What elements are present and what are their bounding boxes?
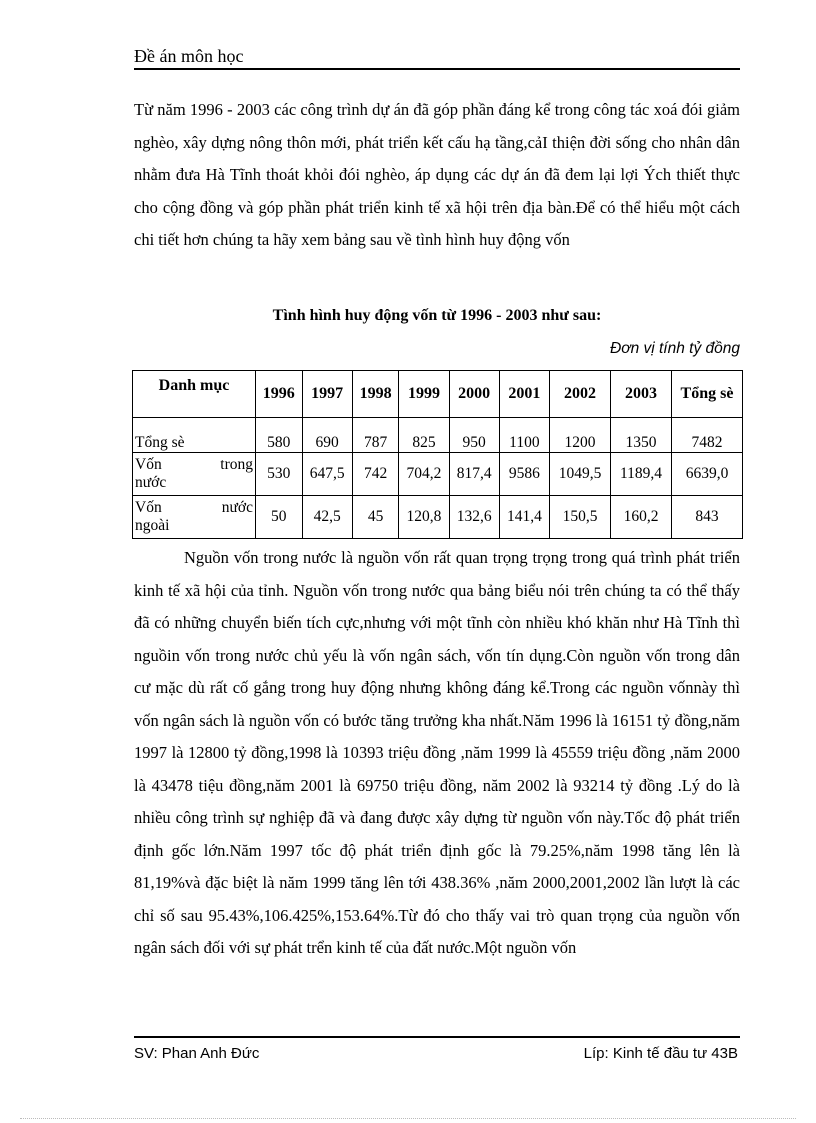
- table-cell: 132,6: [449, 496, 499, 539]
- footer-class-name: Líp: Kinh tế đầu tư 43B: [583, 1045, 738, 1062]
- table-cell: 50: [256, 496, 303, 539]
- table-cell: 704,2: [399, 453, 449, 496]
- capital-mobilization-table: [132, 370, 743, 539]
- header-cell-total: Tổng sè: [672, 371, 743, 418]
- table-cell: 1189,4: [611, 453, 672, 496]
- table-cell: 1100: [499, 418, 549, 453]
- table-row-domestic: [133, 453, 743, 496]
- header-cell-year: 2001: [499, 371, 549, 418]
- table-cell: 817,4: [449, 453, 499, 496]
- body-paragraph: Nguồn vốn trong nước là nguồn vốn rất quan trọng trọng trong quá trình phát triển kinh tế xã hội của tỉnh. Nguồn vốn trong nước qua bảng biểu nói trên chúng ta có thể thấy đã có những chuyển biến tích cực,nhưng với một tĩnh còn nhiều khó khăn như Hà Tĩnh thì nguồin vốn trong nước chủ yếu là vốn ngân sách, vốn tín dụng.Còn nguồn vốn trong dân cư mặc dù rất cố gắng trong huy động nhưng không đáng kể.Trong các nguồn vốnnày thì vốn ngân sách là nguồn vốn có bước tăng trưởng kha nhất.Năm 1996 là 16151 tỷ đồng,năm 1997 là 12800 tỷ đồng,1998 là 10393 triệu đồng ,năm 1999 là 45559 triệu đồng ,năm 2000 là 43478 tiệu đồng,năm 2001 là 69750 triệu đồng, năm 2002 là 93214 tỷ đồng .Lý do là nhiều công trình sự nghiệp đã và đang được xây dựng từ nguồn vốn này.Tốc độ phát triển định gốc lớn.Năm 1997 tốc độ phát triển định gốc là 79.25%,năm 1998 tăng lên là 81,19%và đặc biệt là năm 1999 tăng lên tới 438.36% ,năm 2000,2001,2002 lần lượt là các chỉ số sau 95.43%,106.425%,153.64%.Từ đó cho thấy vai trò quan trọng của nguồn vốn ngân sách đối với sự phát trển kinh tế của đất nước.Một nguồn vốn: [134, 548, 740, 957]
- table-cell: 7482: [672, 418, 743, 453]
- table-cell: 1049,5: [550, 453, 611, 496]
- table-cell: 1350: [611, 418, 672, 453]
- row-label-part: trong: [220, 456, 253, 473]
- table-cell: 647,5: [302, 453, 352, 496]
- table-cell: 9586: [499, 453, 549, 496]
- row-label-part: Vốn: [135, 499, 162, 516]
- table-header-row: [133, 371, 743, 418]
- row-label-part: Vốn: [135, 456, 162, 473]
- table-title: Tình hình huy động vốn từ 1996 - 2003 như sau:: [272, 307, 602, 324]
- table-cell: 1200: [550, 418, 611, 453]
- table-cell: 141,4: [499, 496, 549, 539]
- table-cell: 787: [352, 418, 399, 453]
- row-label: [133, 453, 256, 496]
- table-cell: 843: [672, 496, 743, 539]
- table-cell: 742: [352, 453, 399, 496]
- row-label: [133, 496, 256, 539]
- header-cell-year: 1999: [399, 371, 449, 418]
- table-cell: 825: [399, 418, 449, 453]
- row-label-part: nước: [135, 474, 167, 491]
- table-cell: 160,2: [611, 496, 672, 539]
- table-cell: 42,5: [302, 496, 352, 539]
- footer-divider: [134, 1036, 740, 1038]
- header-cell-year: 2000: [449, 371, 499, 418]
- header-cell-year: 2003: [611, 371, 672, 418]
- table-cell: 120,8: [399, 496, 449, 539]
- table-row-foreign: [133, 496, 743, 539]
- table-cell: 150,5: [550, 496, 611, 539]
- table-cell: 690: [302, 418, 352, 453]
- table-cell: 45: [352, 496, 399, 539]
- page-bottom-edge: [20, 1118, 796, 1119]
- header-cell-year: 1997: [302, 371, 352, 418]
- row-label-part: ngoài: [135, 517, 170, 534]
- table-cell: 580: [256, 418, 303, 453]
- table-cell: 950: [449, 418, 499, 453]
- row-label: Tổng sè: [133, 418, 256, 453]
- header-divider: [134, 68, 740, 70]
- page-header-title: Đề án môn học: [134, 46, 244, 66]
- header-cell-year: 1998: [352, 371, 399, 418]
- header-cell-year: 1996: [256, 371, 303, 418]
- intro-paragraph: Từ năm 1996 - 2003 các công trình dự án đã góp phần đáng kể trong công tác xoá đói giảm nghèo, xây dựng nông thôn mới, phát triển kết cấu hạ tầng,cảI thiện đời sống cho nhân dân nhằm đưa Hà Tĩnh thoát khỏi đói nghèo, áp dụng các dự án đã đem lại lợi Ých thiết thực cho cộng đồng và góp phần phát triển kinh tế xã hội trên địa bàn.Để có thể hiểu một cách chi tiết hơn chúng ta hãy xem bảng sau về tình hình huy động vốn: [134, 100, 740, 249]
- table-cell: 530: [256, 453, 303, 496]
- footer-student-name: SV: Phan Anh Đức: [134, 1045, 260, 1062]
- table-row-total: [133, 418, 743, 453]
- table-unit-note: Đơn vị tính tỷ đồng: [610, 340, 740, 357]
- header-cell-year: 2002: [550, 371, 611, 418]
- header-cell-category: Danh mục: [133, 371, 256, 418]
- table-cell: 6639,0: [672, 453, 743, 496]
- row-label-part: nước: [221, 499, 253, 516]
